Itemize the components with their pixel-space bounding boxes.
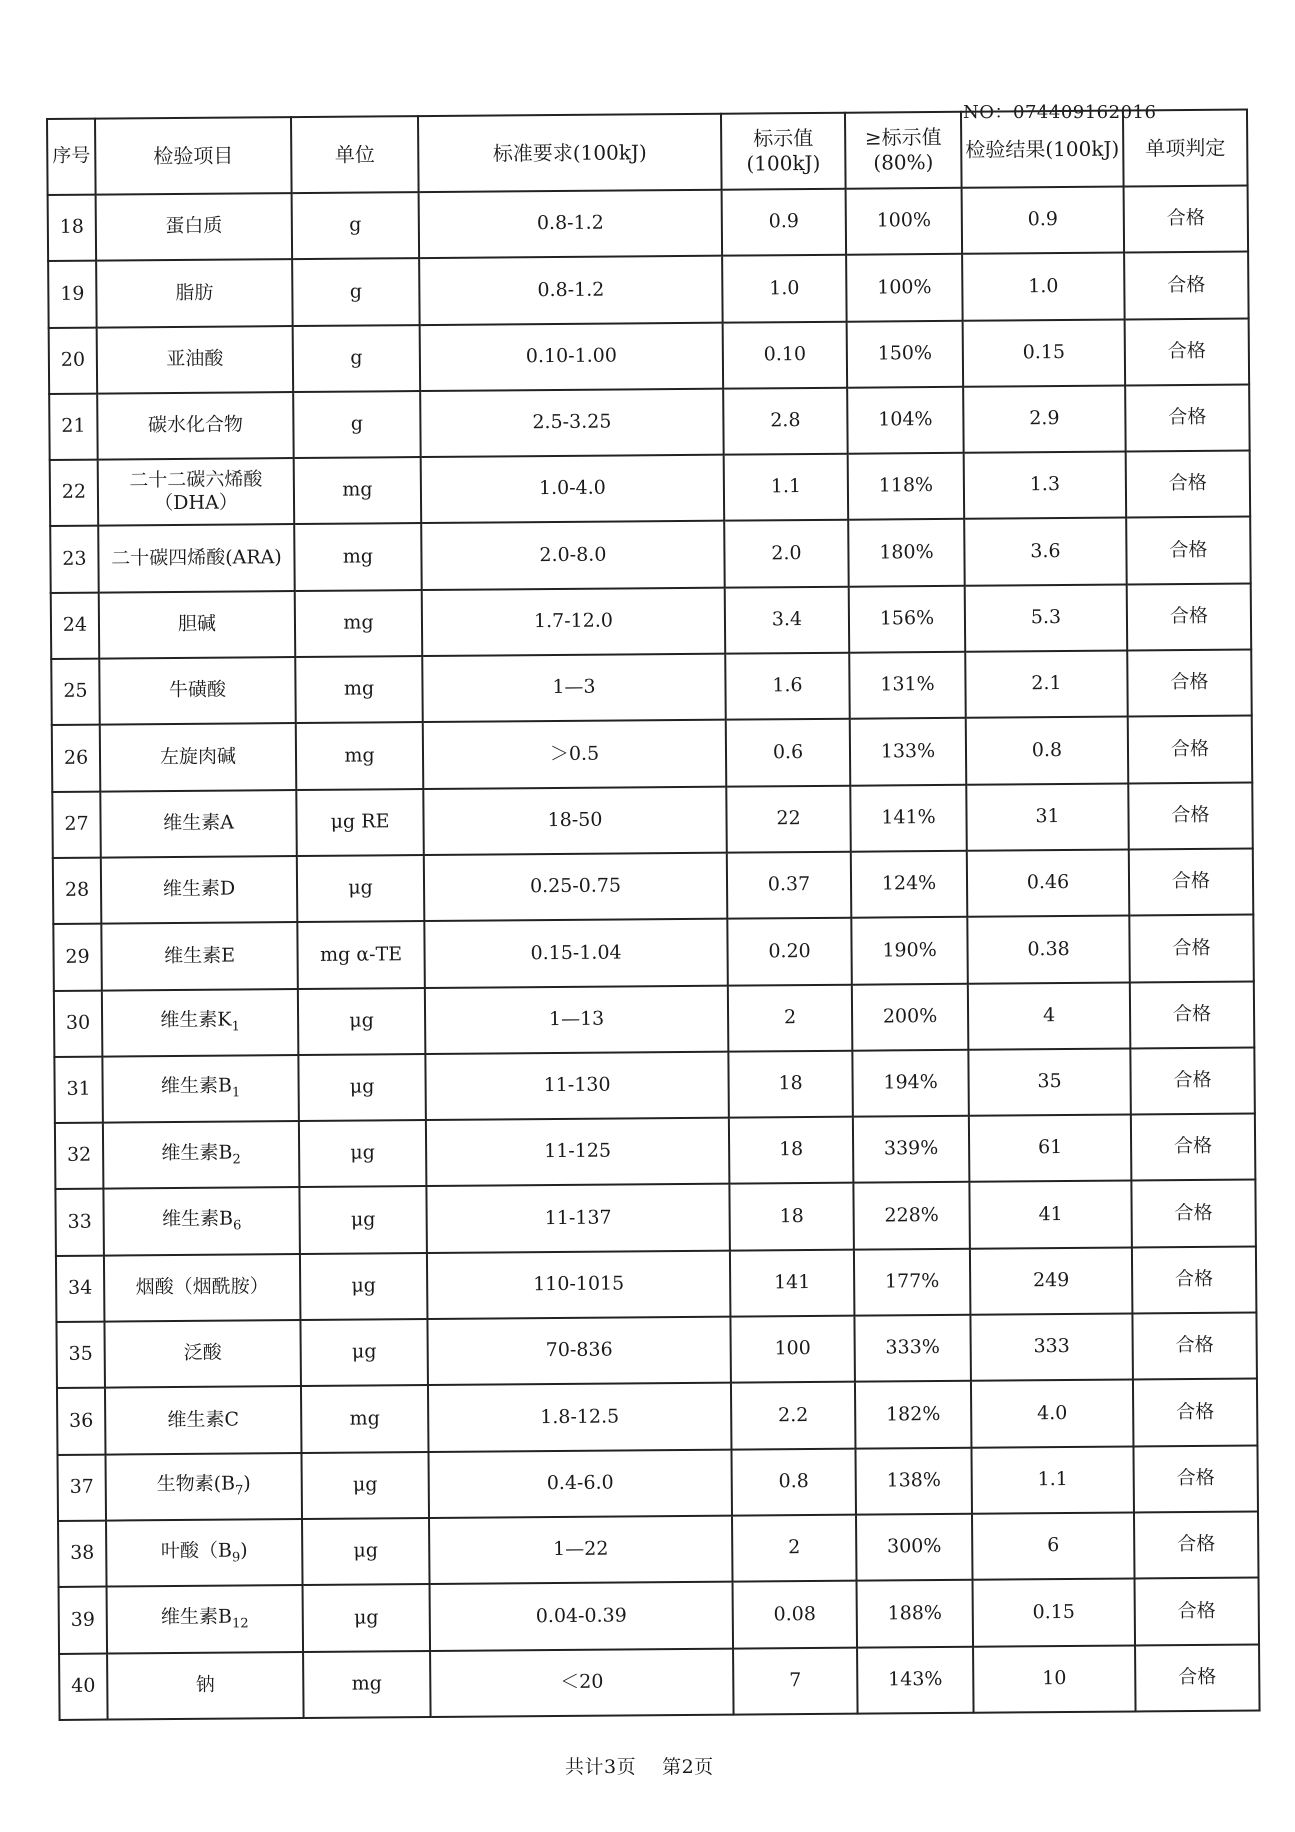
cell-verdict: 合格: [1134, 1511, 1259, 1578]
cell-result: 2.1: [965, 651, 1128, 719]
cell-verdict: 合格: [1133, 1445, 1258, 1512]
cell-standard: 0.04-0.39: [430, 1582, 734, 1651]
cell-standard: 1—3: [422, 654, 726, 723]
cell-seq: 38: [58, 1521, 107, 1588]
cell-percent: 194%: [852, 1050, 969, 1117]
table-row: [54, 1047, 1254, 1123]
cell-label-value: 0.10: [723, 321, 848, 388]
cell-item: 蛋白质: [96, 193, 293, 261]
report-number: NO：074409162016: [963, 102, 1157, 123]
cell-unit: g: [293, 325, 421, 392]
cell-verdict: 合格: [1133, 1379, 1258, 1446]
cell-item: 碳水化合物: [97, 392, 294, 460]
cell-unit: μg RE: [296, 789, 424, 856]
cell-verdict: 合格: [1131, 1114, 1256, 1181]
cell-verdict: 合格: [1130, 1047, 1255, 1114]
cell-result: 1.3: [964, 452, 1127, 520]
cell-label-value: 18: [729, 1183, 854, 1250]
table-row: [49, 384, 1249, 460]
table-row: [54, 981, 1254, 1057]
cell-label-value: 18: [728, 1051, 853, 1118]
cell-label-value: 100: [730, 1316, 855, 1383]
table-row: [55, 1180, 1255, 1256]
inspection-table: [46, 109, 1261, 1721]
cell-item: 牛磺酸: [99, 657, 296, 725]
cell-standard: 0.10-1.00: [420, 322, 724, 391]
cell-standard: 2.5-3.25: [420, 389, 724, 458]
item-subscript: 9: [231, 1549, 241, 1565]
cell-verdict: 合格: [1124, 186, 1249, 253]
cell-standard: 1.8-12.5: [428, 1383, 732, 1452]
cell-verdict: 合格: [1124, 252, 1249, 319]
cell-unit: mg: [295, 590, 423, 657]
cell-standard: ＜20: [430, 1648, 734, 1717]
header-label-value: 标示值(100kJ): [721, 113, 846, 190]
cell-unit: g: [293, 391, 421, 458]
table-row: [56, 1246, 1256, 1322]
cell-result: 333: [970, 1314, 1133, 1382]
cell-label-value: 1.0: [722, 255, 847, 322]
table-row: [52, 782, 1252, 858]
item-name: 维生素B: [161, 1141, 233, 1164]
cell-result: 6: [972, 1512, 1135, 1580]
cell-item: 脂肪: [96, 259, 293, 327]
cell-unit: μg: [297, 855, 425, 922]
cell-standard: 0.15-1.04: [424, 919, 728, 988]
cell-verdict: 合格: [1127, 650, 1252, 717]
cell-verdict: 合格: [1128, 782, 1253, 849]
cell-percent: 228%: [853, 1182, 970, 1249]
cell-result: 4.0: [971, 1380, 1134, 1448]
cell-standard: 11-125: [426, 1118, 730, 1187]
cell-unit: mg α-TE: [297, 921, 425, 988]
cell-label-value: 18: [729, 1117, 854, 1184]
cell-item: [102, 1055, 299, 1123]
cell-unit: mg: [296, 722, 424, 789]
cell-result: 0.8: [966, 717, 1129, 785]
cell-label-value: 0.20: [727, 918, 852, 985]
header-percent: ≥标示值(80%): [845, 112, 962, 189]
cell-item: 维生素A: [100, 790, 297, 858]
cell-unit: μg: [298, 988, 426, 1055]
table-row: [59, 1644, 1259, 1720]
cell-seq: 29: [53, 924, 102, 991]
cell-label-value: 0.9: [722, 189, 847, 256]
cell-percent: 143%: [857, 1646, 974, 1713]
cell-seq: 31: [54, 1056, 103, 1123]
cell-seq: 27: [52, 791, 101, 858]
cell-seq: 35: [56, 1322, 105, 1389]
cell-verdict: 合格: [1130, 981, 1255, 1048]
cell-label-value: 0.37: [727, 852, 852, 919]
cell-verdict: 合格: [1127, 583, 1252, 650]
cell-verdict: 合格: [1128, 716, 1253, 783]
cell-result: 31: [966, 783, 1129, 851]
cell-percent: 300%: [856, 1514, 973, 1581]
cell-result: 1.0: [962, 253, 1125, 321]
cell-percent: 182%: [855, 1381, 972, 1448]
cell-result: 0.46: [967, 849, 1130, 917]
table-row: [51, 650, 1251, 726]
table-body: [48, 186, 1260, 1720]
cell-seq: 34: [56, 1255, 105, 1322]
cell-percent: 177%: [854, 1249, 971, 1316]
cell-unit: μg: [301, 1452, 429, 1519]
cell-label-value: 1.1: [724, 454, 849, 521]
cell-seq: 22: [50, 460, 99, 527]
cell-verdict: 合格: [1125, 384, 1250, 451]
cell-percent: 339%: [853, 1116, 970, 1183]
item-subscript: 2: [232, 1152, 241, 1168]
cell-percent: 118%: [848, 453, 965, 520]
cell-unit: mg: [301, 1385, 429, 1452]
cell-standard: 0.8-1.2: [419, 190, 723, 259]
cell-seq: 32: [55, 1123, 104, 1190]
cell-seq: 24: [51, 592, 100, 659]
cell-result: 1.1: [971, 1446, 1134, 1514]
item-subscript: 1: [231, 1085, 241, 1101]
cell-seq: 30: [54, 990, 103, 1057]
cell-verdict: 合格: [1132, 1246, 1257, 1313]
cell-standard: 11-137: [426, 1184, 730, 1253]
table-row: [58, 1511, 1258, 1587]
cell-label-value: 1.6: [725, 653, 850, 720]
table-row: [51, 583, 1251, 659]
cell-label-value: 0.08: [733, 1581, 858, 1648]
cell-label-value: 141: [730, 1249, 855, 1316]
cell-result: 5.3: [965, 584, 1128, 652]
cell-unit: mg: [295, 656, 423, 723]
total-pages: 共计3页: [565, 1756, 637, 1778]
table-row: [55, 1114, 1255, 1190]
cell-unit: μg: [302, 1518, 430, 1585]
cell-seq: 18: [48, 195, 97, 262]
cell-percent: 188%: [857, 1580, 974, 1647]
cell-standard: 18-50: [423, 786, 727, 855]
cell-unit: μg: [299, 1120, 427, 1187]
cell-seq: 26: [52, 725, 101, 792]
current-page: 第2页: [662, 1756, 714, 1778]
cell-unit: μg: [298, 1054, 426, 1121]
cell-result: 249: [970, 1247, 1133, 1315]
cell-standard: 0.4-6.0: [428, 1449, 732, 1518]
item-suffix: ): [243, 1472, 251, 1495]
cell-standard: ＞0.5: [423, 720, 727, 789]
cell-unit: mg: [294, 457, 422, 524]
cell-percent: 104%: [847, 387, 964, 454]
cell-label-value: 2: [728, 984, 853, 1051]
cell-unit: μg: [303, 1584, 431, 1651]
cell-label-value: 2.0: [724, 520, 849, 587]
cell-unit: mg: [294, 524, 422, 591]
table-row: [56, 1313, 1256, 1389]
cell-label-value: 2: [732, 1515, 857, 1582]
header-seq: 序号: [47, 119, 96, 195]
cell-standard: 0.25-0.75: [424, 853, 728, 922]
cell-item: 胆碱: [99, 591, 296, 659]
item-subscript: 7: [235, 1483, 244, 1499]
cell-verdict: 合格: [1126, 517, 1251, 584]
table-row: [48, 252, 1248, 328]
cell-label-value: 0.6: [726, 719, 851, 786]
cell-unit: g: [292, 192, 420, 259]
cell-item: 二十二碳六烯酸（DHA）: [98, 458, 295, 526]
cell-percent: 124%: [851, 851, 968, 918]
cell-unit: mg: [303, 1651, 431, 1718]
cell-standard: 110-1015: [427, 1250, 731, 1319]
cell-unit: μg: [300, 1253, 428, 1320]
cell-item: 钠: [107, 1652, 304, 1720]
cell-unit: μg: [299, 1186, 427, 1253]
cell-item: 泛酸: [104, 1320, 301, 1388]
cell-percent: 141%: [850, 784, 967, 851]
table-row: [50, 517, 1250, 593]
cell-percent: 333%: [854, 1315, 971, 1382]
cell-percent: 180%: [848, 519, 965, 586]
cell-percent: 100%: [846, 254, 963, 321]
cell-item: 烟酸（烟酰胺）: [104, 1254, 301, 1322]
cell-item: [103, 1187, 300, 1255]
cell-standard: 2.0-8.0: [421, 521, 725, 590]
cell-label-value: 2.2: [731, 1382, 856, 1449]
cell-result: 10: [973, 1645, 1136, 1713]
cell-label-value: 7: [733, 1647, 858, 1714]
cell-verdict: 合格: [1131, 1180, 1256, 1247]
cell-label-value: 22: [726, 785, 851, 852]
cell-verdict: 合格: [1132, 1313, 1257, 1380]
item-name: 维生素B: [160, 1075, 233, 1098]
cell-verdict: 合格: [1135, 1578, 1260, 1645]
cell-item: 维生素E: [101, 922, 298, 990]
cell-standard: 1.7-12.0: [422, 587, 726, 656]
cell-item: 二十碳四烯酸(ARA): [98, 525, 295, 593]
cell-standard: 1—13: [425, 985, 729, 1054]
header-unit: 单位: [291, 116, 419, 193]
cell-item: 左旋肉碱: [100, 723, 297, 791]
cell-seq: 39: [59, 1587, 108, 1654]
cell-standard: 1—22: [429, 1516, 733, 1585]
cell-seq: 40: [59, 1653, 108, 1720]
cell-seq: 37: [57, 1454, 106, 1521]
table-row: [52, 716, 1252, 792]
cell-result: 41: [969, 1181, 1132, 1249]
cell-result: 2.9: [963, 385, 1126, 453]
cell-item: [106, 1519, 303, 1587]
table-row: [53, 915, 1253, 991]
cell-result: 0.15: [963, 319, 1126, 387]
cell-result: 0.15: [973, 1579, 1136, 1647]
cell-seq: 33: [55, 1189, 104, 1256]
cell-seq: 36: [57, 1388, 106, 1455]
header-result: 检验结果(100kJ): [961, 111, 1124, 188]
page-footer: [565, 1752, 740, 1779]
item-name: 叶酸（B: [160, 1539, 232, 1562]
cell-percent: 200%: [852, 983, 969, 1050]
cell-seq: 21: [49, 393, 98, 460]
header-standard: 标准要求(100kJ): [418, 114, 722, 192]
cell-percent: 190%: [851, 917, 968, 984]
cell-seq: 23: [50, 526, 99, 593]
cell-unit: μg: [300, 1319, 428, 1386]
cell-verdict: 合格: [1129, 849, 1254, 916]
cell-percent: 138%: [855, 1447, 972, 1514]
cell-label-value: 3.4: [725, 586, 850, 653]
cell-standard: 11-130: [425, 1052, 729, 1121]
table-row: [59, 1578, 1259, 1654]
cell-verdict: 合格: [1135, 1644, 1260, 1711]
cell-label-value: 0.8: [731, 1448, 856, 1515]
item-name: 生物素(B: [156, 1472, 236, 1496]
cell-verdict: 合格: [1129, 915, 1254, 982]
cell-item: [107, 1585, 304, 1653]
cell-result: 35: [968, 1048, 1131, 1116]
item-subscript: 12: [231, 1616, 249, 1632]
header-verdict: 单项判定: [1123, 110, 1248, 187]
cell-item: [102, 989, 299, 1057]
item-name: 维生素B: [160, 1605, 233, 1629]
item-name: 维生素K: [160, 1008, 232, 1032]
table-row: [53, 849, 1253, 925]
cell-item: 亚油酸: [97, 326, 294, 394]
cell-verdict: 合格: [1126, 451, 1251, 518]
cell-item: [105, 1453, 302, 1521]
header-item: 检验项目: [95, 117, 292, 195]
item-name: 维生素B: [161, 1207, 234, 1231]
cell-seq: 20: [49, 327, 98, 394]
table-row: [57, 1379, 1257, 1455]
cell-item: 维生素C: [105, 1386, 302, 1454]
cell-label-value: 2.8: [723, 388, 848, 455]
cell-verdict: 合格: [1125, 318, 1250, 385]
cell-unit: g: [292, 258, 420, 325]
cell-standard: 0.8-1.2: [419, 256, 723, 325]
cell-item: 维生素D: [101, 856, 298, 924]
item-suffix: ): [240, 1539, 248, 1562]
cell-result: 61: [969, 1115, 1132, 1183]
cell-result: 4: [968, 982, 1131, 1050]
cell-percent: 100%: [846, 188, 963, 255]
cell-percent: 150%: [847, 320, 964, 387]
cell-seq: 19: [48, 261, 97, 328]
cell-percent: 156%: [849, 586, 966, 653]
cell-standard: 70-836: [427, 1317, 731, 1386]
cell-item: [103, 1121, 300, 1189]
item-subscript: 6: [232, 1218, 242, 1234]
cell-result: 0.9: [962, 187, 1125, 255]
cell-percent: 133%: [850, 718, 967, 785]
item-subscript: 1: [231, 1019, 240, 1035]
table-row: [48, 186, 1248, 262]
cell-standard: 1.0-4.0: [421, 455, 725, 524]
table-row: [57, 1445, 1257, 1521]
table-row: [50, 451, 1250, 527]
cell-percent: 131%: [849, 652, 966, 719]
cell-seq: 28: [53, 858, 102, 925]
table-header-row: [47, 110, 1248, 195]
table-row: [49, 318, 1249, 394]
cell-result: 0.38: [967, 916, 1130, 984]
cell-seq: 25: [51, 659, 100, 726]
cell-result: 3.6: [964, 518, 1127, 586]
